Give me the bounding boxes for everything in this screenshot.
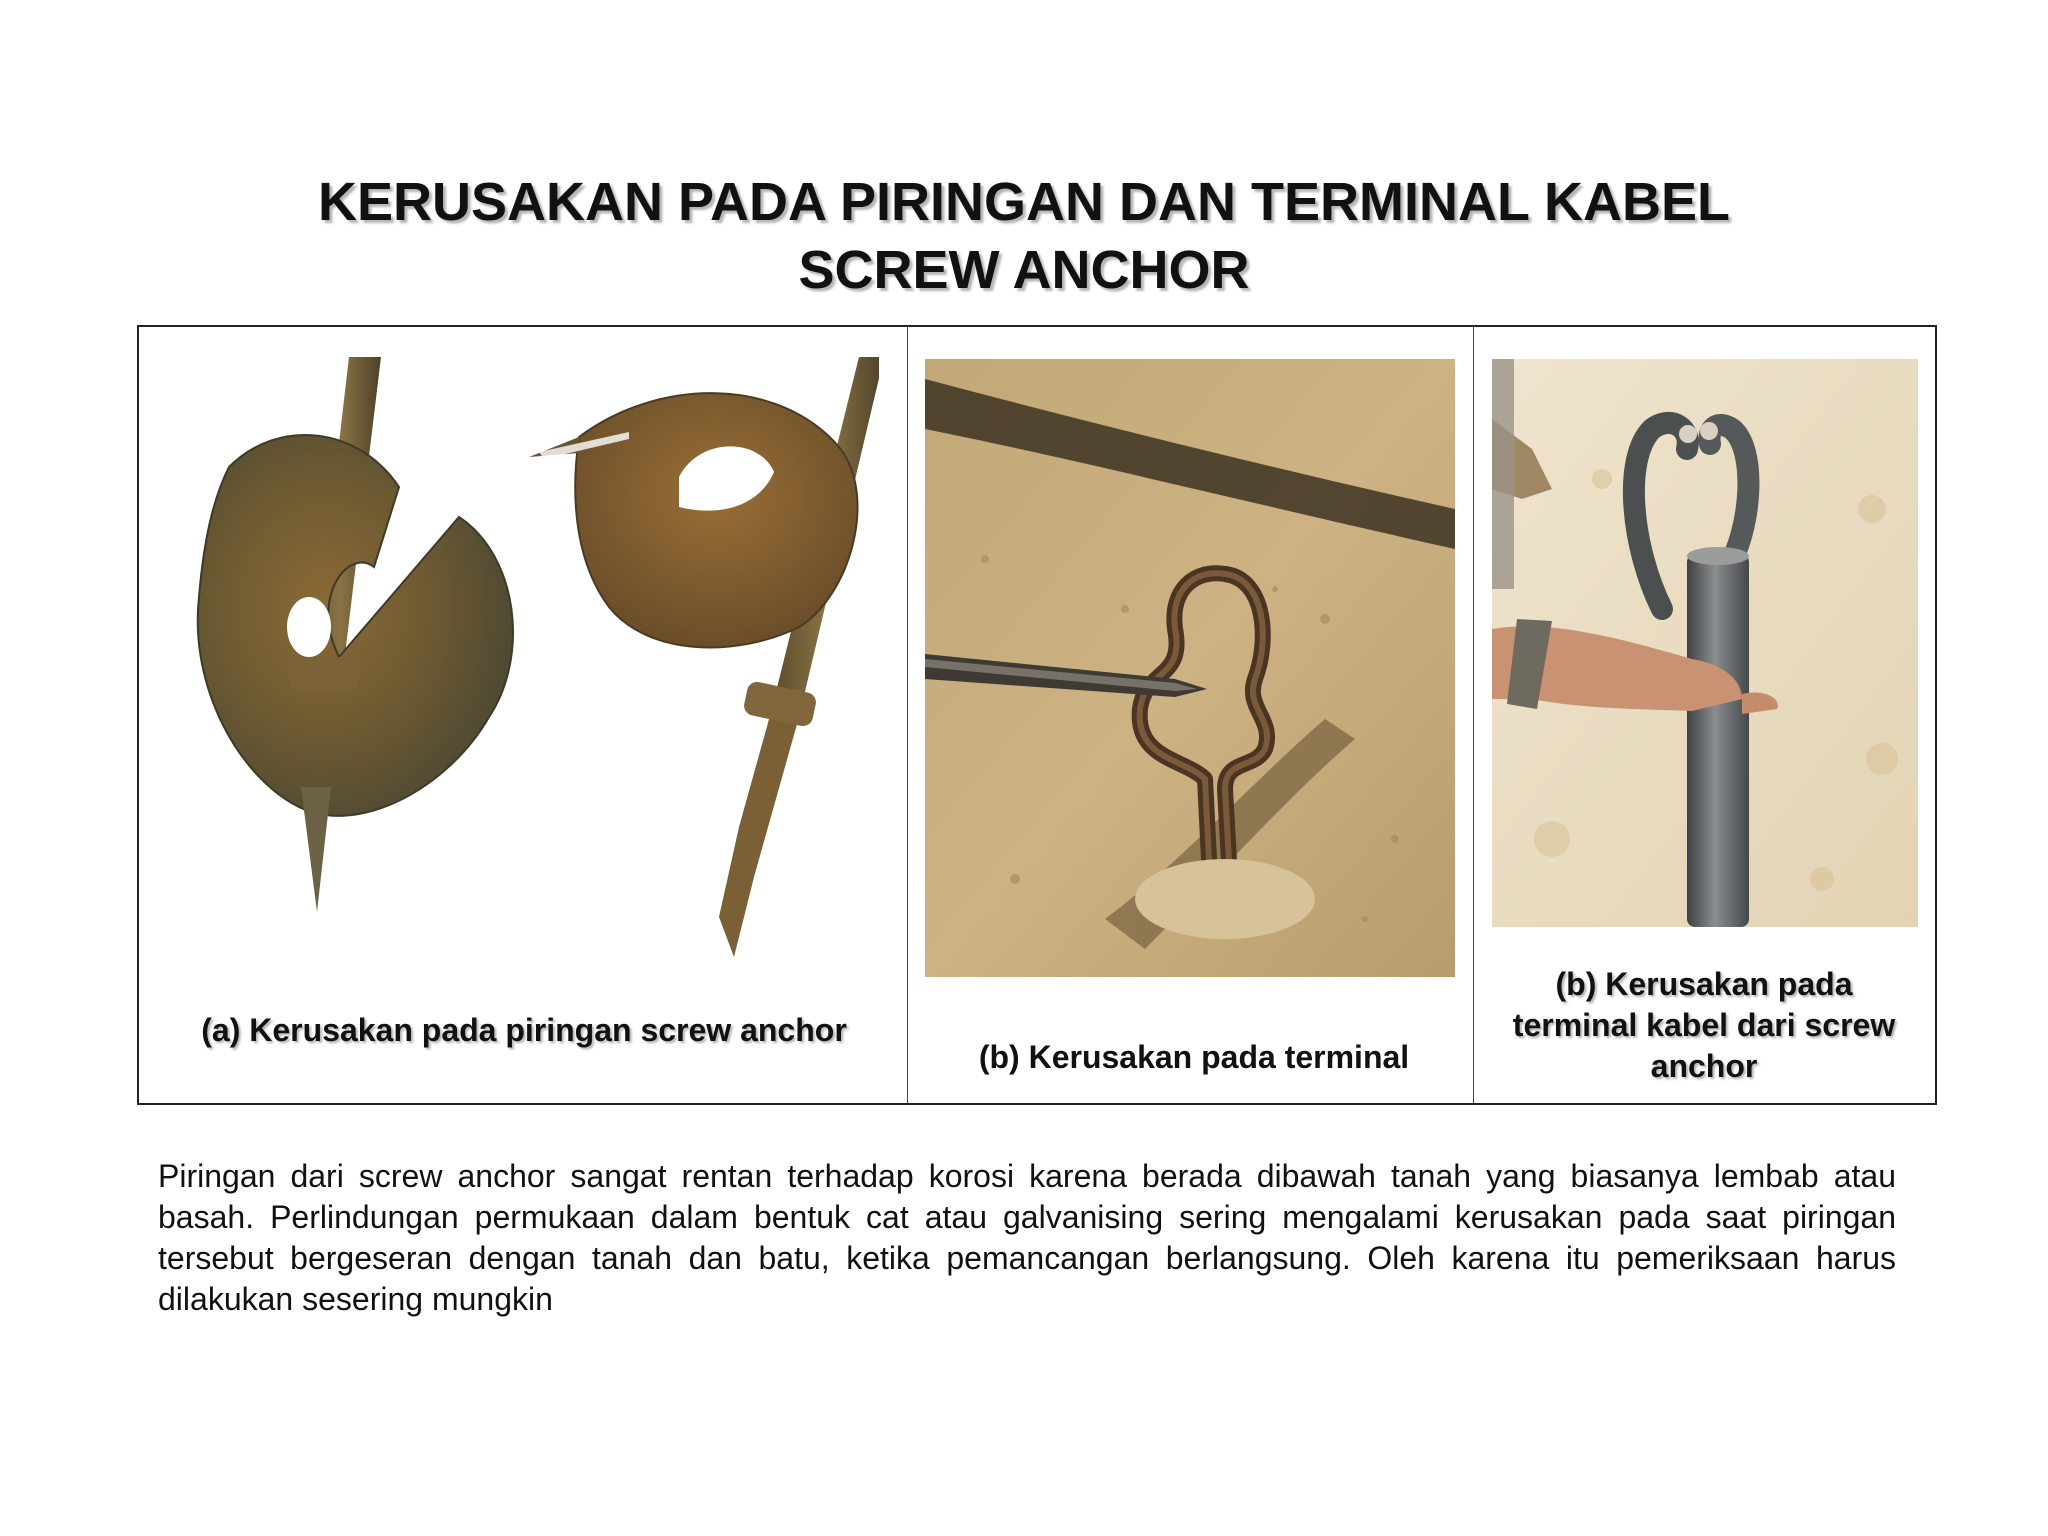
caption-line: anchor bbox=[1650, 1048, 1758, 1084]
body-paragraph: Piringan dari screw anchor sangat rentan terhadap korosi karena berada dibawah tanah yang biasanya lembab atau basah. Perlindungan permukaan dalam bentuk cat atau galvanising sering mengalami kerusakan pada saat piringan tersebut bergeseran dengan tanah dan batu, ketika pemancangan berlangsung. Oleh karena itu pemeriksaan harus dilakukan sesering mungkin bbox=[158, 1158, 1896, 1317]
caption-plate-damage: (a) Kerusakan pada piringan screw anchor bbox=[201, 1012, 847, 1048]
figure-table bbox=[137, 325, 1937, 1105]
title-line-2: SCREW ANCHOR bbox=[798, 240, 1250, 300]
photo-cable-terminal-image bbox=[1492, 359, 1918, 927]
column-divider bbox=[907, 327, 908, 1103]
column-divider bbox=[1473, 327, 1474, 1103]
caption-cable-terminal-damage bbox=[1479, 964, 1929, 1087]
photo-damaged-plates-image bbox=[159, 357, 879, 957]
photo-damaged-plates bbox=[159, 357, 879, 957]
title-line-1: KERUSAKAN PADA PIRINGAN DAN TERMINAL KABEL bbox=[317, 172, 1730, 232]
photo-damaged-terminal bbox=[925, 359, 1455, 977]
caption-terminal-damage: (b) Kerusakan pada terminal bbox=[978, 1039, 1410, 1075]
caption-line: terminal kabel dari screw bbox=[1512, 1007, 1896, 1043]
photo-damaged-terminal-image bbox=[925, 359, 1455, 977]
caption-line: (b) Kerusakan pada bbox=[1555, 966, 1853, 1002]
photo-cable-terminal bbox=[1492, 359, 1918, 927]
page-title bbox=[0, 168, 2048, 304]
